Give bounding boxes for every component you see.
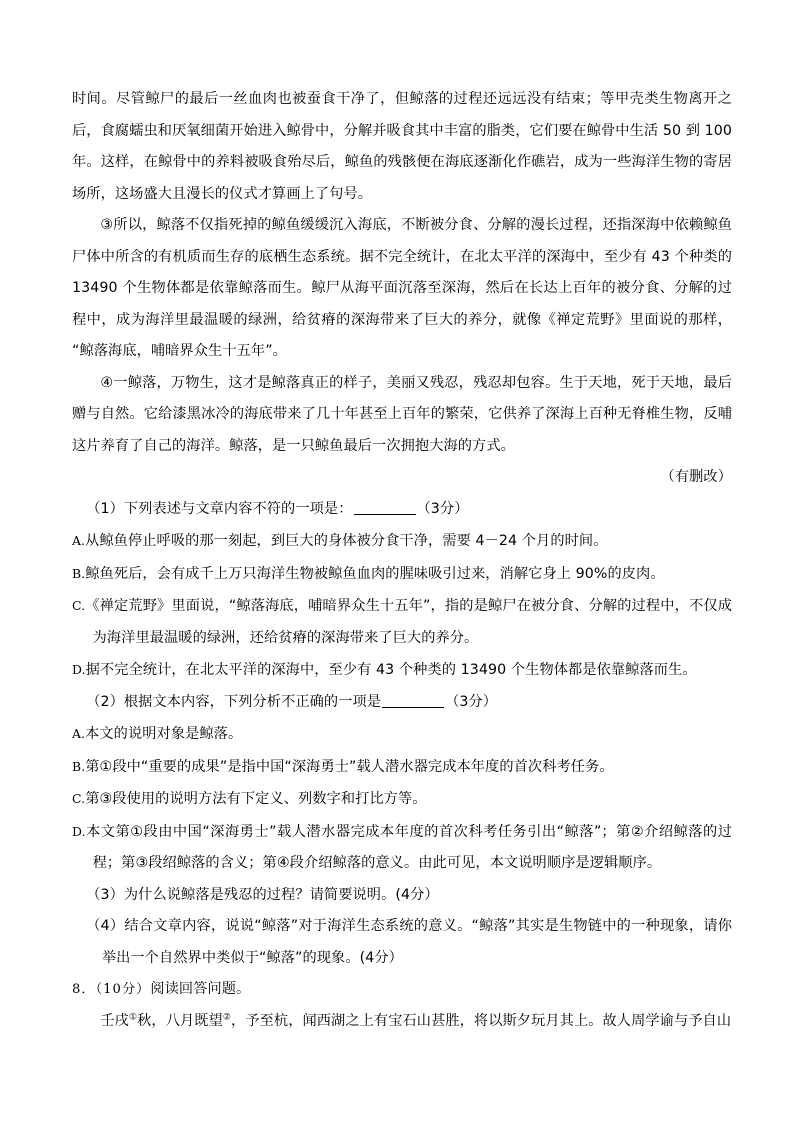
page-content [72,84,732,1037]
question-1-option-a[interactable] [72,525,732,558]
option-text: 第③段使用的说明方法有下定义、列数字和打比方等。 [85,791,427,807]
question-2-option-a[interactable] [72,718,732,751]
question-1-option-d[interactable] [72,654,732,687]
question-2-stem [72,687,732,719]
option-letter: C. [72,598,86,613]
question-2-option-d[interactable] [72,816,732,880]
option-letter: B. [72,758,86,774]
question-3-stem: （3）为什么说鲸落是残忍的过程？请简要说明。(4分） [86,886,439,903]
section-8-points: （10分） [95,982,151,997]
section-8-heading [72,974,732,1006]
classical-text-segment: ，予至杭，闻西湖之上有宝石山甚胜，将以斯夕玩月其上。故人周学谕与予自山 [231,1012,732,1029]
passage-paragraph-4: ④一鲸落，万物生，这才是鲸落真正的样子，美丽又残忍，残忍却包容。生于天地，死于天地，最后赠与自然。它给漆黑冰冷的海底带来了几十年甚至上百年的繁荣，它供养了深海上百种无脊椎生物，反哺这片养育了自己的海洋。鲸落，是一只鲸鱼最后一次拥抱大海的方式。 [72,374,732,454]
section-8-classical-line [72,1006,732,1038]
question-4-stem: （4）结合文章内容，说说“鲸落”对于海洋生态系统的意义。“鲸落”其实是生物链中的一种现象，请你举出一个自然界中类似于“鲸落”的现象。(4分） [86,918,732,966]
passage-paragraph-continued: 时间。尽管鲸尸的最后一丝血肉也被蚕食干净了，但鲸落的过程还远远没有结束；等甲壳类生物离开之后，食腐蠕虫和厌氧细菌开始进入鲸骨中，分解并吸食其中丰富的脂类，它们要在鲸骨中生活 50 到 100 年。这样，在鲸骨中的养料被吸食殆尽后，鲸鱼的残骸便在海底逐渐化作礁岩，成为一些海洋生物的寄居场所，这场盛大且漫长的仪式才算画上了句号。 [72,91,732,202]
option-text: 鲸鱼死后，会有成千上万只海洋生物被鲸鱼血肉的腥味吸引过来，消解它身上 90%的皮肉。 [85,565,665,582]
section-8-number: 8． [72,982,96,997]
question-1-answer-blank[interactable] [354,499,416,514]
question-2-option-c[interactable] [72,783,732,816]
option-text: 从鲸鱼停止呼吸的那一刻起，到巨大的身体被分食干净，需要 4－24 个月的时间。 [85,533,608,549]
question-1-stem [72,494,732,526]
option-text: 第①段中“重要的成果”是指中国“深海勇士”载人潜水器完成本年度的首次科考任务。 [85,758,614,775]
question-1-stem-prefix: （1）下列表述与文章内容不符的一项是： [86,500,353,517]
question-1-points: （3分） [416,500,469,517]
passage-source-note: （有删改） [660,469,732,485]
option-text: 本文第①段由中国“深海勇士”载人潜水器完成本年度的首次科考任务引出“鲸落”；第②介绍鲸落的过程；第③段绍鲸落的含义；第④段介绍鲸落的意义。由此可见，本文说明顺序是逻辑顺序。 [85,823,732,871]
option-letter: A. [72,726,86,741]
option-text: 本文的说明对象是鲸落。 [85,726,243,742]
footnote-marker: ② [222,1011,232,1022]
option-text: 据不完全统计，在北太平洋的深海中，至少有 43 个种类的 13490 个生物体都是依靠鲸落而生。 [85,662,697,678]
option-text: 《禅定荒野》里面说，“鲸落海底，哺暗界众生十五年”，指的是鲸尸在被分食、分解的过程中，不仅成为海洋里最温暖的绿洲，还给贫瘠的深海带来了巨大的养分。 [85,598,732,646]
footnote-marker: ① [128,1011,138,1022]
question-1-option-b[interactable] [72,558,732,591]
question-1-option-c[interactable] [72,590,732,654]
question-2-stem-prefix: （2）根据文本内容，下列分析不正确的一项是 [86,693,382,710]
question-2-option-b[interactable] [72,751,732,784]
option-letter: B. [72,565,86,581]
classical-text-segment: 秋，八月既望 [137,1012,223,1029]
option-letter: A. [72,533,86,548]
classical-text-segment: 壬戌 [100,1012,129,1029]
option-letter: D. [72,662,86,677]
question-2-points: （3分） [445,693,498,710]
passage-paragraph-3: ③所以，鲸落不仅指死掉的鲸鱼缓缓沉入海底，不断被分食、分解的漫长过程，还指深海中依赖鲸鱼尸体中所含的有机质而生存的底栖生态系统。据不完全统计，在北太平洋的深海中，至少有 43 个种类的 13490 个生物体都是依靠鲸落而生。鲸尸从海平面沉落至深海，然后在长达上百年的被分食、分解的过程中，成为海洋里最温暖的绿洲，给贫瘠的深海带来了巨大的养分，就像《禅定荒野》里面说的那样，“鲸落海底，哺暗界众生十五年”。 [72,217,732,359]
section-8-instruction: 阅读回答问题。 [150,981,251,997]
question-2-answer-blank[interactable] [382,692,444,707]
option-letter: D. [72,823,86,839]
option-letter: C. [72,791,86,806]
